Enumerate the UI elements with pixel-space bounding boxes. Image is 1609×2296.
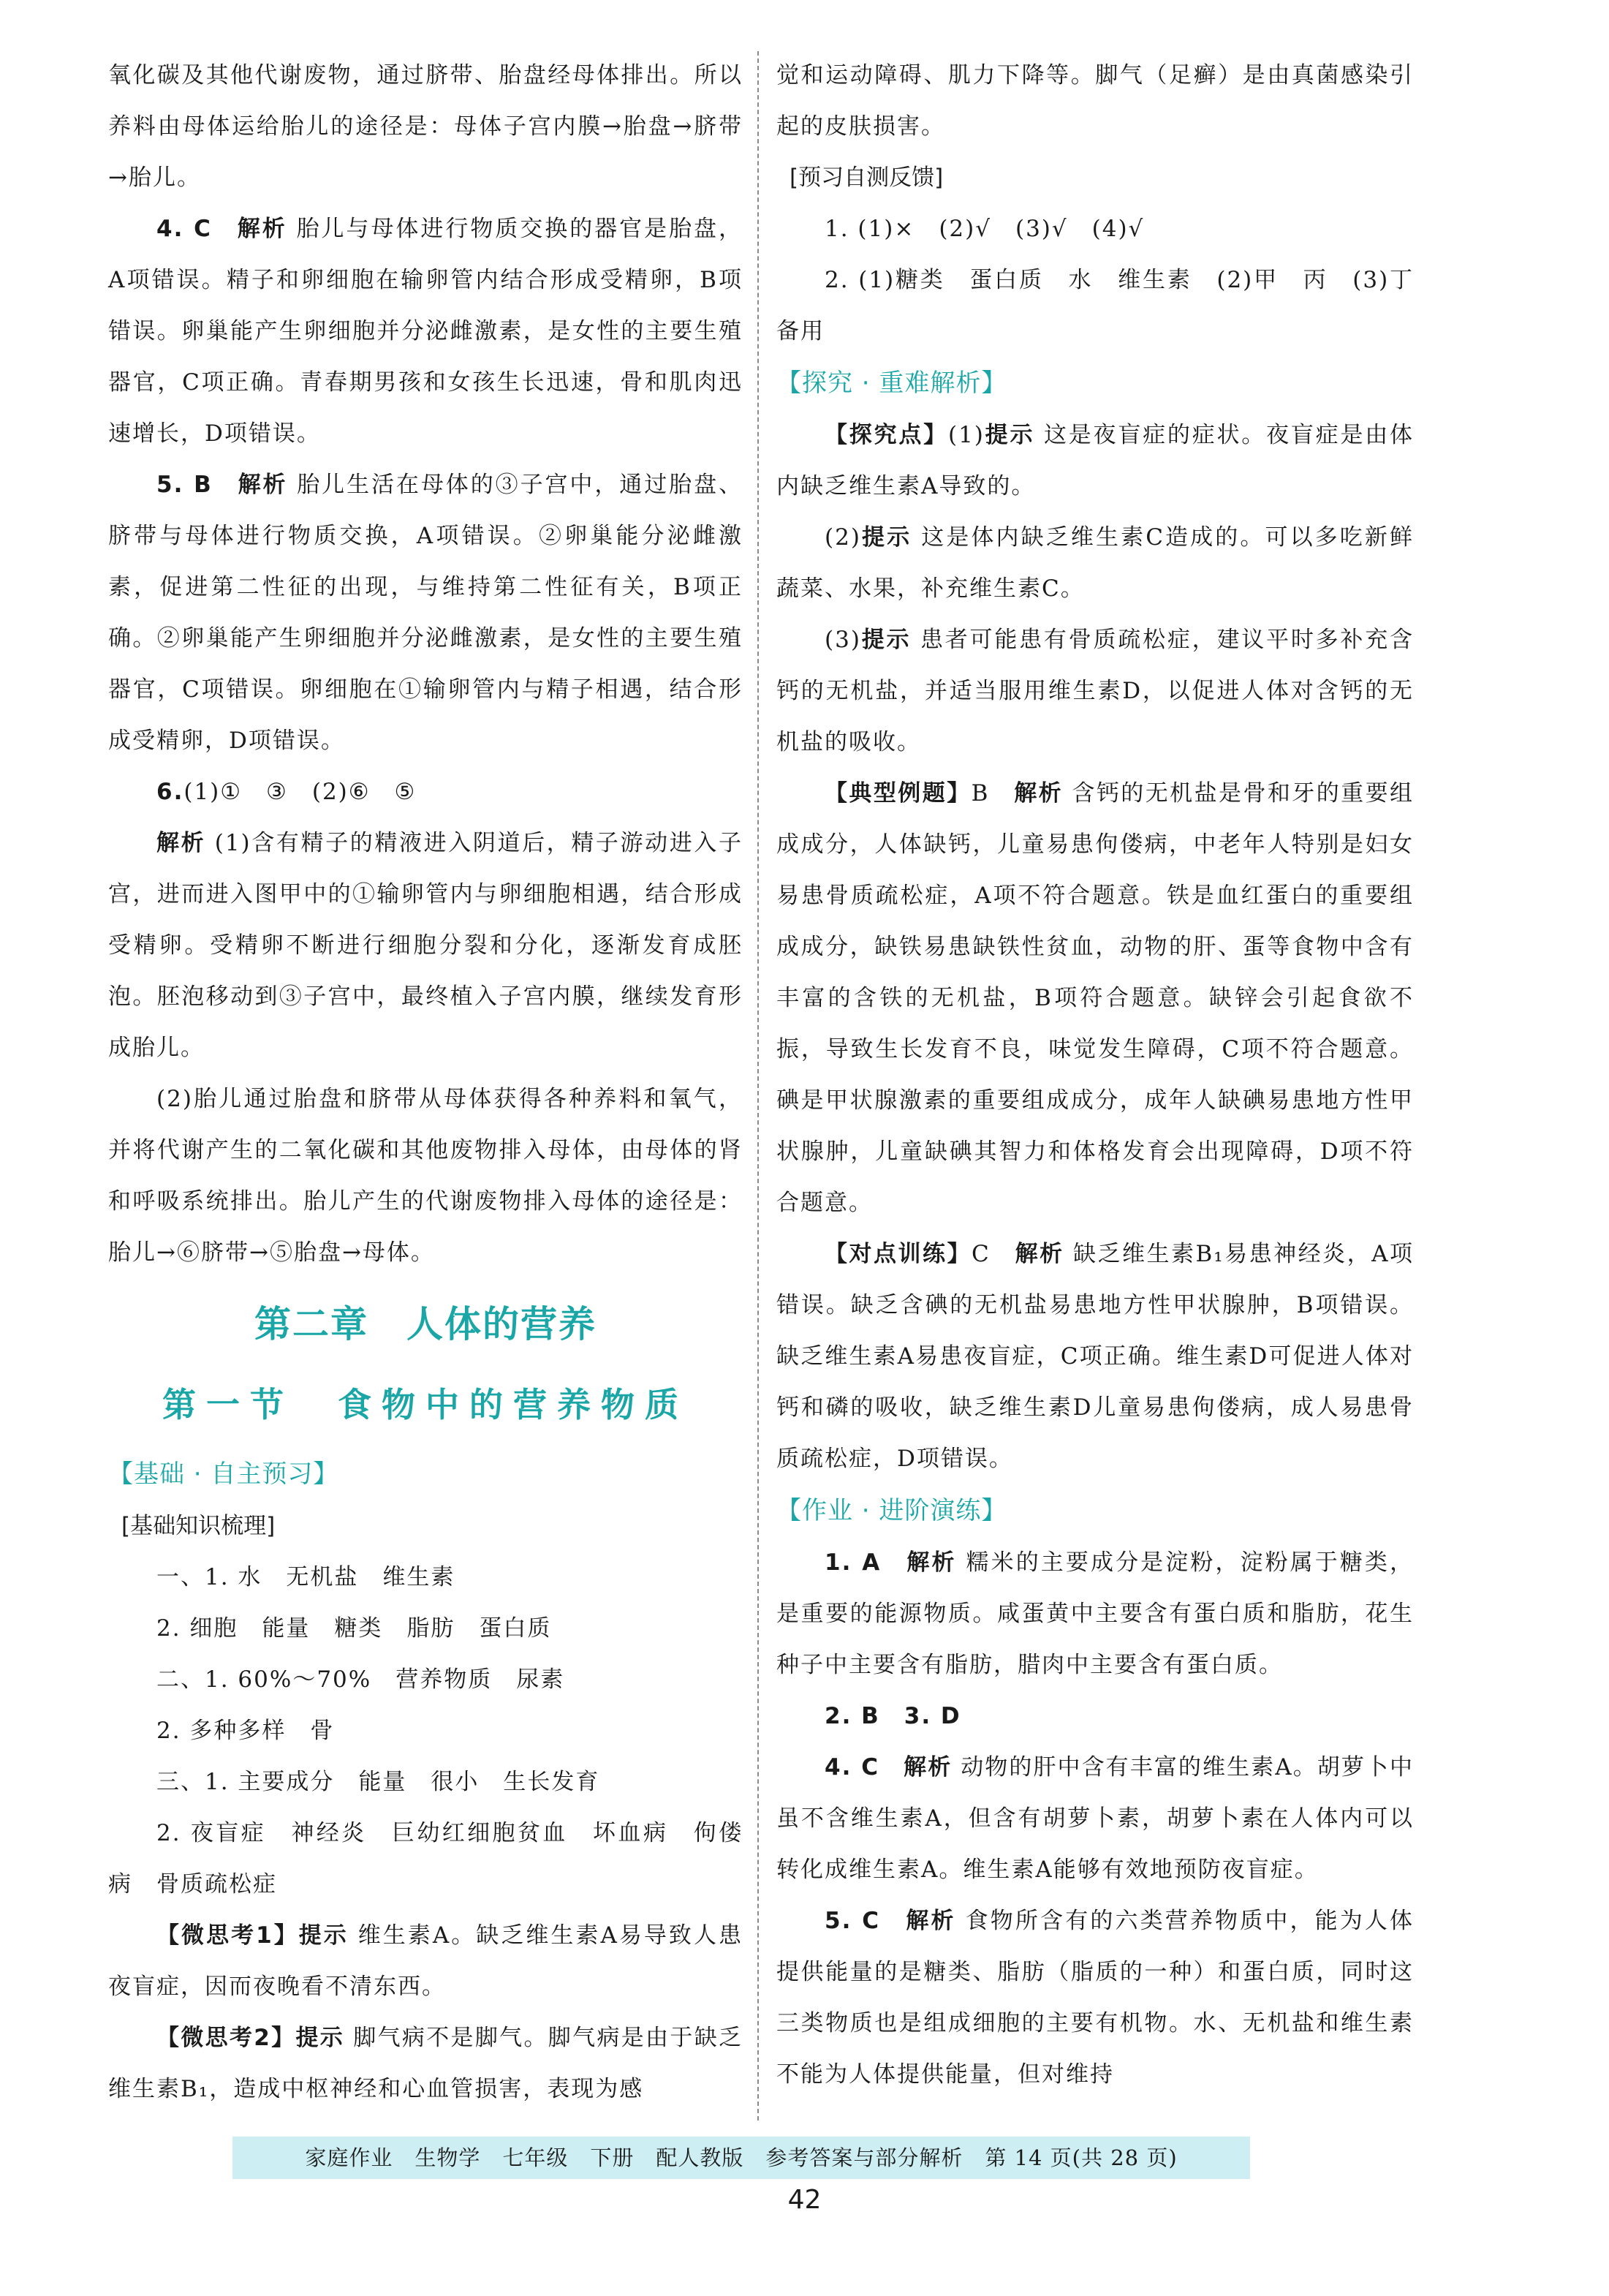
analysis-label: 解析 xyxy=(904,1754,953,1780)
knowledge-item: 2. 细胞 能量 糖类 脂肪 蛋白质 xyxy=(156,1615,552,1642)
micro-think-label: 【微思考1】 xyxy=(156,1922,299,1949)
tip-label: 提示 xyxy=(860,524,912,551)
tip-label: 提示 xyxy=(298,1922,349,1949)
knowledge-item: 一、1. 水 无机盐 维生素 xyxy=(156,1564,455,1590)
tip-text: 脚气病不是脚气。脚气病是由于缺乏维生素B₁，造成中枢神经和心血管损害，表现为感 xyxy=(108,2025,743,2102)
continued-paragraph: 觉和运动障碍、肌力下降等。脚气（足癣）是由真菌感染引起的皮肤损害。 xyxy=(776,62,1414,140)
tip-text: 这是体内缺乏维生素C造成的。可以多吃新鲜蔬菜、水果，补充维生素C。 xyxy=(776,524,1415,602)
answer-number: 4. C xyxy=(156,216,212,242)
analysis-text: 胎儿与母体进行物质交换的器官是胎盘，A项错误。精子和卵细胞在输卵管内结合形成受精卵，B项错误。卵巢能产生卵细胞并分泌雌激素，是女性的主要生殖器官，C项正确。青春期男孩和女孩生长迅速，骨和肌肉迅速增长，D项错误。 xyxy=(108,216,743,447)
answer-number: 1. A xyxy=(825,1549,882,1576)
answer-6-analysis-1 xyxy=(108,817,743,1073)
section-header-explore: 【探究 · 重难解析】 xyxy=(776,369,1007,398)
answer-5 xyxy=(108,459,743,766)
explore-point-2 xyxy=(776,512,1414,614)
tip-label: 提示 xyxy=(984,422,1035,448)
analysis-text: (1)含有精子的精液进入阴道后，精子游动进入子宫，进而进入图甲中的①输卵管内与卵细胞相遇，结合形成受精卵。受精卵不断进行细胞分裂和分化，逐渐发育成胚泡。胚泡移动到③子宫中，最终植入子宫内膜，继续发育形成胎儿。 xyxy=(108,830,743,1061)
feedback-item: 1. (1)× (2)√ (3)√ (4)√ xyxy=(825,216,1145,242)
homework-2-3: 2. B 3. D xyxy=(825,1703,961,1729)
targeted-training xyxy=(776,1228,1414,1484)
answer-letter: B xyxy=(971,780,990,807)
left-column xyxy=(108,50,743,2115)
analysis-text: 糯米的主要成分是淀粉，淀粉属于糖类，是重要的能源物质。咸蛋黄中主要含有蛋白质和脂肪，花生种子中主要含有脂肪，腊肉中主要含有蛋白质。 xyxy=(776,1549,1415,1678)
continued-paragraph: 氧化碳及其他代谢废物，通过脐带、胎盘经母体排出。所以养料由母体运给胎儿的途径是：母体子宫内膜→胎盘→脐带→胎儿。 xyxy=(108,62,743,191)
chapter-title: 第二章 人体的营养 xyxy=(254,1303,597,1345)
section-header-homework: 【作业 · 进阶演练】 xyxy=(776,1496,1007,1525)
section-title: 第一节 食物中的营养物质 xyxy=(162,1385,689,1424)
knowledge-item: 三、1. 主要成分 能量 很小 生长发育 xyxy=(156,1769,600,1795)
analysis-label: 解析 xyxy=(1015,1241,1064,1267)
knowledge-item: 2. 多种多样 骨 xyxy=(156,1718,335,1744)
analysis-text: 缺乏维生素B₁易患神经炎，A项错误。缺乏含碘的无机盐易患地方性甲状腺肿，B项错误。缺乏维生素A易患夜盲症，C项正确。维生素D可促进人体对钙和磷的吸收，缺乏维生素D儿童易患佝偻病，成人易患骨质疏松症，D项错误。 xyxy=(776,1241,1414,1472)
explore-point-1 xyxy=(776,409,1414,512)
answer-6 xyxy=(108,766,743,817)
answer-number: 5. C xyxy=(825,1908,881,1934)
explore-label: 【探究点】 xyxy=(825,422,948,448)
tip-text: 这是夜盲症的症状。夜盲症是由体内缺乏维生素A导致的。 xyxy=(776,422,1415,499)
analysis-label: 解析 xyxy=(238,472,288,498)
feedback-item: 2. (1)糖类 蛋白质 水 维生素 (2)甲 丙 (3)丁 备用 xyxy=(776,267,1438,344)
page-number: 42 xyxy=(787,2185,822,2215)
homework-1 xyxy=(776,1537,1414,1691)
micro-think-2 xyxy=(108,2012,743,2115)
analysis-label: 解析 xyxy=(1014,780,1064,807)
analysis-label: 解析 xyxy=(156,830,206,856)
micro-think-1 xyxy=(108,1910,743,2012)
section-header-basic: 【基础 · 自主预习】 xyxy=(108,1459,339,1489)
tip-label: 提示 xyxy=(295,2025,345,2051)
analysis-label: 解析 xyxy=(906,1908,956,1934)
answer-number: 6. xyxy=(156,779,184,805)
answer-4 xyxy=(108,203,743,459)
tip-text: 患者可能患有骨质疏松症，建议平时多补充含钙的无机盐，并适当服用维生素D，以促进人体对含钙的无机盐的吸收。 xyxy=(776,627,1415,755)
analysis-label: 解析 xyxy=(237,216,287,242)
analysis-text: 胎儿生活在母体的③子宫中，通过胎盘、脐带与母体进行物质交换，A项错误。②卵巢能分泌雌激素，促进第二性征的出现，与维持第二性征有关，B项正确。②卵巢能产生卵细胞并分泌雌激素，是女性的主要生殖器官，C项错误。卵细胞在①输卵管内与精子相遇，结合形成受精卵，D项错误。 xyxy=(108,472,743,754)
analysis-text: 动物的肝中含有丰富的维生素A。胡萝卜中虽不含维生素A，但含有胡萝卜素，胡萝卜素在人体内可以转化成维生素A。维生素A能够有效地预防夜盲症。 xyxy=(776,1754,1414,1883)
homework-5 xyxy=(776,1895,1414,2100)
subheader-basic-knowledge: [基础知识梳理] xyxy=(121,1513,276,1539)
analysis-label: 解析 xyxy=(906,1549,957,1576)
answer-text: (1)① ③ (2)⑥ ⑤ xyxy=(183,779,417,805)
answer-number: 4. C xyxy=(825,1754,879,1780)
tip-text: 维生素A。缺乏维生素A易导致人患夜盲症，因而夜晚看不清东西。 xyxy=(108,1922,743,2000)
targeted-training-label: 【对点训练】 xyxy=(825,1241,972,1267)
item-number: (3) xyxy=(825,627,861,653)
homework-4 xyxy=(776,1742,1414,1895)
subheader-feedback: [预习自测反馈] xyxy=(790,165,944,191)
typical-example-label: 【典型例题】 xyxy=(825,780,972,807)
knowledge-item: 二、1. 60%～70% 营养物质 尿素 xyxy=(156,1666,565,1693)
item-number: (1) xyxy=(947,422,985,448)
tip-label: 提示 xyxy=(860,627,912,653)
micro-think-label: 【微思考2】 xyxy=(156,2025,296,2051)
item-number: (2) xyxy=(825,524,861,551)
answer-number: 5. B xyxy=(156,472,213,498)
answer-6-analysis-2: (2)胎儿通过胎盘和脐带从母体获得各种养料和氧气，并将代谢产生的二氧化碳和其他废物排入母体，由母体的肾和呼吸系统排出。胎儿产生的代谢废物排入母体的途径是：胎儿→⑥脐带→⑤胎盘→母体。 xyxy=(108,1086,743,1266)
column-divider xyxy=(757,51,759,2121)
analysis-text: 含钙的无机盐是骨和牙的重要组成成分，人体缺钙，儿童易患佝偻病，中老年人特别是妇女易患骨质疏松症，A项不符合题意。铁是血红蛋白的重要组成成分，缺铁易患缺铁性贫血，动物的肝、蛋等食物中含有丰富的含铁的无机盐，B项符合题意。缺锌会引起食欲不振，导致生长发育不良，味觉发生障碍，C项不符合题意。碘是甲状腺激素的重要组成成分，成年人缺碘易患地方性甲状腺肿，儿童缺碘其智力和体格发育会出现障碍，D项不符合题意。 xyxy=(776,780,1415,1216)
explore-point-3 xyxy=(776,614,1414,768)
knowledge-item: 2. 夜盲症 神经炎 巨幼红细胞贫血 坏血病 佝偻病 骨质疏松症 xyxy=(108,1820,743,1897)
right-column xyxy=(776,50,1438,2100)
analysis-text: 食物所含有的六类营养物质中，能为人体提供能量的是糖类、脂肪（脂质的一种）和蛋白质，同时这三类物质也是组成细胞的主要有机物。水、无机盐和维生素不能为人体提供能量，但对维持 xyxy=(776,1908,1415,2088)
answer-letter: C xyxy=(971,1241,991,1267)
typical-example xyxy=(776,768,1414,1228)
footer-bar: 家庭作业 生物学 七年级 下册 配人教版 参考答案与部分解析 第 14 页(共 28 页) xyxy=(232,2137,1250,2179)
